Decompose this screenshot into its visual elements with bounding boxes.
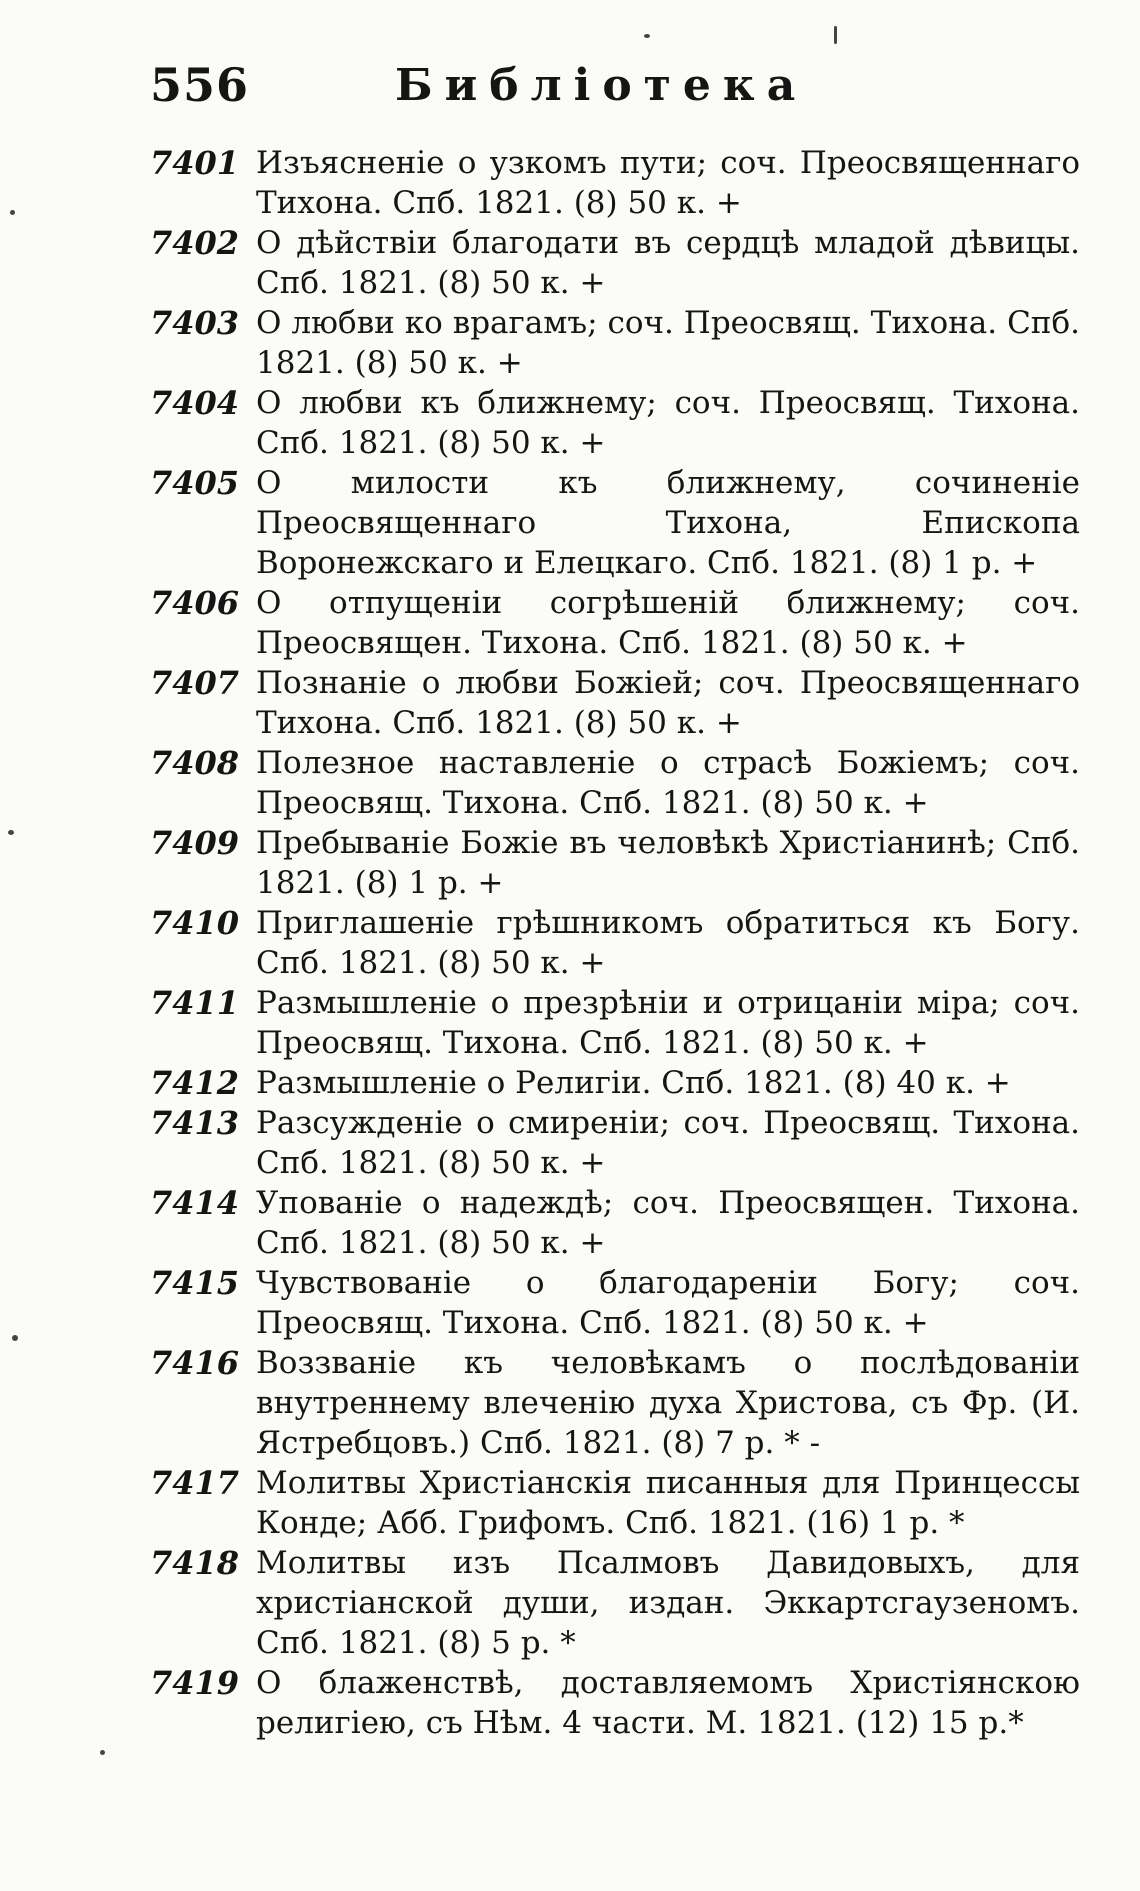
catalog-entry [150, 463, 1080, 583]
scan-speck [644, 34, 650, 38]
entry-number: 7410 [150, 904, 240, 942]
catalog-entry [150, 1183, 1080, 1263]
catalog-entry [150, 743, 1080, 823]
entry-number: 7415 [150, 1264, 240, 1302]
catalog-entry [150, 143, 1080, 223]
scan-speck [10, 210, 15, 215]
entry-number: 7418 [150, 1544, 240, 1582]
entry-text: Полезное наставленіе о страсѣ Божіемъ; соч. Преосвящ. Тихона. Спб. 1821. (8) 50 к. + [256, 745, 1080, 821]
entry-number: 7414 [150, 1184, 240, 1222]
entry-text: Воззваніе къ человѣкамъ о послѣдованіи внутреннему влеченію духа Христова, съ Фр. (И. Ястребцовъ.) Спб. 1821. (8) 7 р. * - [256, 1345, 1080, 1461]
entry-text: Пребываніе Божіе въ человѣкѣ Христіанинѣ; Спб. 1821. (8) 1 р. + [256, 825, 1080, 901]
catalog-entry [150, 983, 1080, 1063]
entry-text: Разсужденіе о смиреніи; соч. Преосвящ. Тихона. Спб. 1821. (8) 50 к. + [256, 1105, 1080, 1181]
entry-text: О блаженствѣ, доставляемомъ Христіянскою религіею, съ Нѣм. 4 части. М. 1821. (12) 15 р.* [256, 1665, 1080, 1741]
entry-number: 7411 [150, 984, 240, 1022]
catalog-entry [150, 1463, 1080, 1543]
page-header [150, 58, 1080, 128]
entry-text: Молитвы Христіанскія писанныя для Принцессы Конде; Абб. Грифомъ. Спб. 1821. (16) 1 р. * [256, 1465, 1080, 1541]
catalog-entry [150, 383, 1080, 463]
entry-text: Упованіе о надеждѣ; соч. Преосвящен. Тихона. Спб. 1821. (8) 50 к. + [256, 1185, 1080, 1261]
entry-text: Приглашеніе грѣшникомъ обратиться къ Богу. Спб. 1821. (8) 50 к. + [256, 905, 1080, 981]
catalog-entry [150, 583, 1080, 663]
entry-text: О милости къ ближнему, сочиненіе Преосвященнаго Тихона, Епископа Воронежскаго и Елецкаго. Спб. 1821. (8) 1 р. + [256, 465, 1080, 581]
entry-text: О отпущеніи согрѣшеній ближнему; соч. Преосвящен. Тихона. Спб. 1821. (8) 50 к. + [256, 585, 1080, 661]
catalog-entry [150, 663, 1080, 743]
entry-text: О дѣйствіи благодати въ сердцѣ младой дѣвицы. Спб. 1821. (8) 50 к. + [256, 225, 1080, 301]
page-number: 556 [150, 58, 250, 112]
entry-number: 7408 [150, 744, 240, 782]
scan-speck [12, 1335, 18, 1341]
catalog-entry [150, 1263, 1080, 1343]
catalog-entry-list [150, 143, 1080, 1743]
entry-number: 7404 [150, 384, 240, 422]
entry-number: 7419 [150, 1664, 240, 1702]
entry-number: 7401 [150, 144, 240, 182]
catalog-entry [150, 223, 1080, 303]
entry-number: 7406 [150, 584, 240, 622]
catalog-entry [150, 1103, 1080, 1183]
entry-text: О любви къ ближнему; соч. Преосвящ. Тихона. Спб. 1821. (8) 50 к. + [256, 385, 1080, 461]
entry-number: 7402 [150, 224, 240, 262]
catalog-entry [150, 1063, 1080, 1103]
entry-text: О любви ко врагамъ; соч. Преосвящ. Тихона. Спб. 1821. (8) 50 к. + [256, 305, 1080, 381]
entry-text: Изъясненіе о узкомъ пути; соч. Преосвященнаго Тихона. Спб. 1821. (8) 50 к. + [256, 145, 1080, 221]
entry-number: 7405 [150, 464, 240, 502]
entry-number: 7403 [150, 304, 240, 342]
entry-text: Познаніе о любви Божіей; соч. Преосвященнаго Тихона. Спб. 1821. (8) 50 к. + [256, 665, 1080, 741]
catalog-entry [150, 903, 1080, 983]
scan-speck [100, 1750, 105, 1755]
running-title: Библіотека [395, 60, 808, 111]
catalog-entry [150, 1663, 1080, 1743]
entry-text: Размышленіе о презрѣніи и отрицаніи міра; соч. Преосвящ. Тихона. Спб. 1821. (8) 50 к. + [256, 985, 1080, 1061]
entry-text: Чувствованіе о благодареніи Богу; соч. Преосвящ. Тихона. Спб. 1821. (8) 50 к. + [256, 1265, 1080, 1341]
entry-number: 7416 [150, 1344, 240, 1382]
entry-text: Размышленіе о Религіи. Спб. 1821. (8) 40 к. + [256, 1065, 1011, 1101]
entry-number: 7409 [150, 824, 240, 862]
catalog-entry [150, 303, 1080, 383]
entry-number: 7417 [150, 1464, 240, 1502]
catalog-entry [150, 823, 1080, 903]
entry-number: 7407 [150, 664, 240, 702]
scan-speck [8, 830, 14, 835]
entry-text: Молитвы изъ Псалмовъ Давидовыхъ, для христіанской души, издан. Эккартсгаузеномъ. Спб. 1821. (8) 5 р. * [256, 1545, 1080, 1661]
catalog-entry [150, 1543, 1080, 1663]
catalog-entry [150, 1343, 1080, 1463]
scan-speck [834, 26, 837, 44]
entry-number: 7412 [150, 1064, 240, 1102]
entry-number: 7413 [150, 1104, 240, 1142]
